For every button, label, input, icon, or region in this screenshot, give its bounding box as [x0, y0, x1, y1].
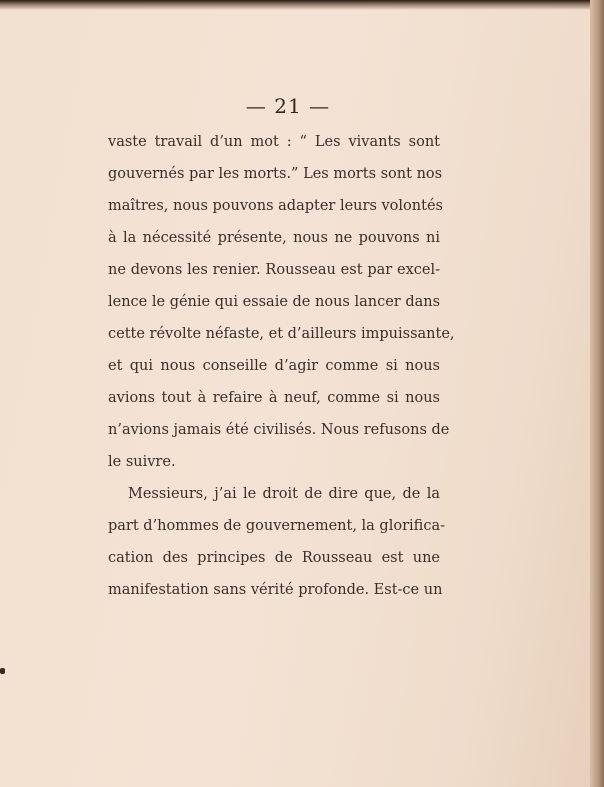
text-line: cette révolte néfaste, et d’ailleurs impuissante, [108, 326, 455, 342]
text-line: gouvernés par les morts.” Les morts sont nos [108, 166, 443, 182]
text-line: et qui nous conseille d’agir comme si nous [108, 358, 440, 374]
text-line: Messieurs, j’ai le droit de dire que, de la [128, 486, 440, 502]
text-line: le suivre. [108, 454, 176, 470]
page-top-shadow [0, 0, 604, 10]
text-line: cation des principes de Rousseau est une [108, 550, 440, 566]
text-line: part d’hommes de gouvernement, la glorifica- [108, 518, 445, 534]
margin-mark [0, 668, 5, 674]
text-line: maîtres, nous pouvons adapter leurs volontés [108, 198, 443, 214]
text-line: manifestation sans vérité profonde. Est-ce un [108, 582, 443, 598]
page-number: — 21 — [245, 94, 331, 118]
text-line: n’avions jamais été civilisés. Nous refusons de [108, 422, 450, 438]
text-line: ne devons les renier. Rousseau est par excel- [108, 262, 440, 278]
text-line: vaste travail d’un mot : “ Les vivants sont [108, 134, 440, 150]
text-line: lence le génie qui essaie de nous lancer dans [108, 294, 441, 310]
page-right-edge [590, 0, 604, 787]
text-line: avions tout à refaire à neuf, comme si nous [108, 390, 440, 406]
text-line: à la nécessité présente, nous ne pouvons ni [108, 230, 440, 246]
